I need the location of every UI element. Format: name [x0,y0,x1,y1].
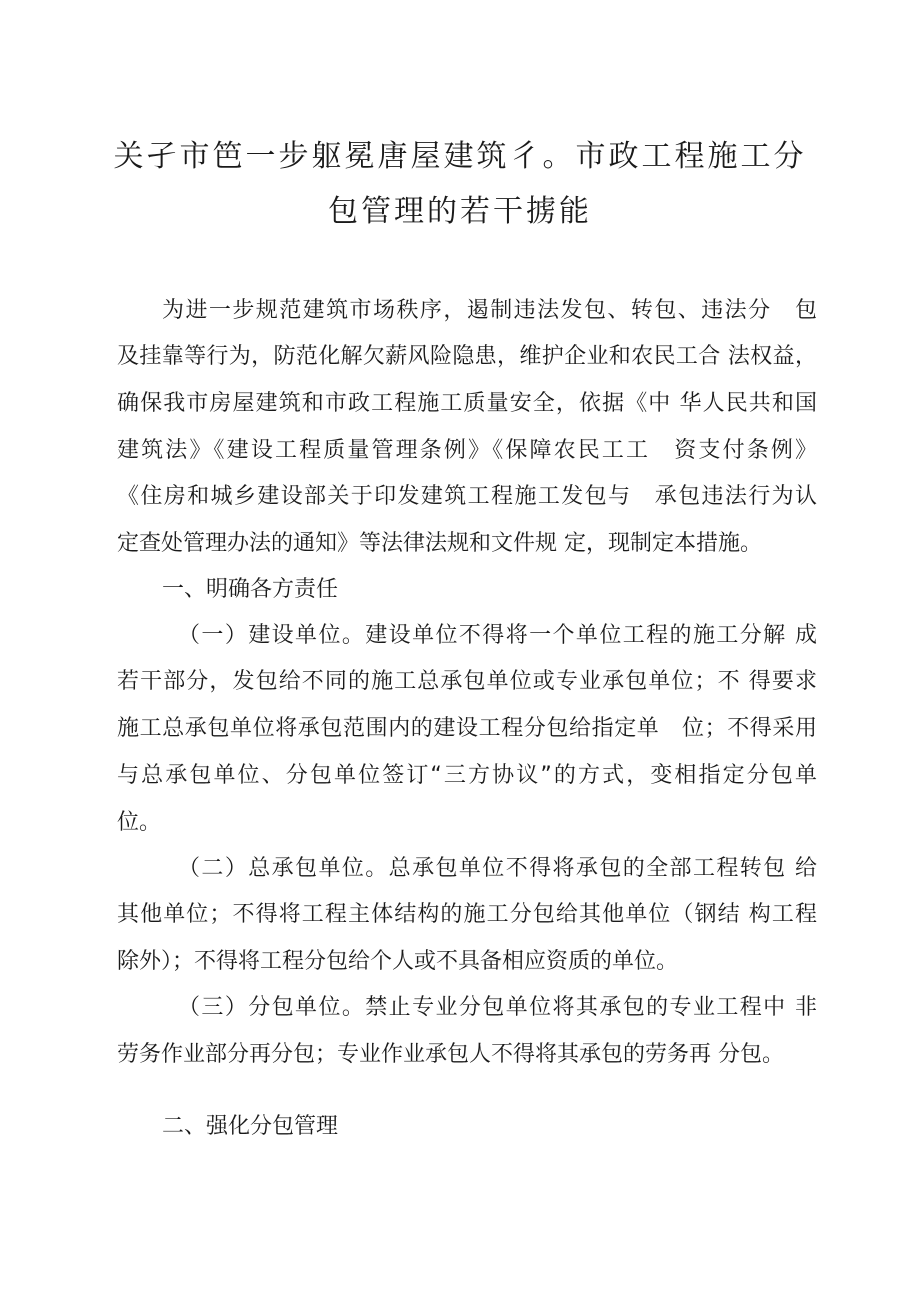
paragraph-line: 为进一步规范建筑市场秩序，遏制违法发包、转包、违法分 包 [162,298,817,323]
document-title-line-2: 包管理的若干掳能 [328,194,592,229]
section-heading: 一、明确各方责任 [162,577,339,602]
section-heading: 二、强化分包管理 [162,1114,339,1139]
paragraph-line: 施工总承包单位将承包范围内的建设工程分包给指定单 位；不得采用 [117,716,817,741]
paragraph-line: （一）建设单位。建设单位不得将一个单位工程的施工分解 成 [178,623,817,648]
paragraph-line: 位。 [117,810,162,835]
paragraph-line: 定查处管理办法的通知》等法律法规和文件规 定，现制定本措施。 [117,531,762,556]
document-title-line-1: 关孑市笆一步躯冕唐屋建筑彳。市政工程施工分 [113,139,807,174]
paragraph-line: 建筑法》《建设工程质量管理条例》《保障农民工工 资支付条例》 [117,438,817,463]
paragraph-line: 确保我市房屋建筑和市政工程施工质量安全，依据《中 华人民共和国 [117,391,817,416]
paragraph-line: （三）分包单位。禁止专业分包单位将其承包的专业工程中 非 [178,995,817,1020]
paragraph-line: 与总承包单位、分包单位签订“三方协议”的方式，变相指定分包单 [117,763,817,788]
paragraph-line: 《住房和城乡建设部关于印发建筑工程施工发包与 承包违法行为认 [117,484,817,509]
paragraph-line: 及挂靠等行为，防范化解欠薪风险隐患，维护企业和农民工合 法权益， [117,344,817,369]
paragraph-line: （二）总承包单位。总承包单位不得将承包的全部工程转包 给 [178,856,817,881]
paragraph-line: 若干部分，发包给不同的施工总承包单位或专业承包单位；不 得要求 [117,669,817,694]
paragraph-line: 劳务作业部分再分包；专业作业承包人不得将其承包的劳务再 分包。 [117,1042,784,1067]
paragraph-line: 除外）；不得将工程分包给个人或不具备相应资质的单位。 [117,949,679,974]
paragraph-line: 其他单位；不得将工程主体结构的施工分包给其他单位（钢结 构工程 [117,902,817,927]
